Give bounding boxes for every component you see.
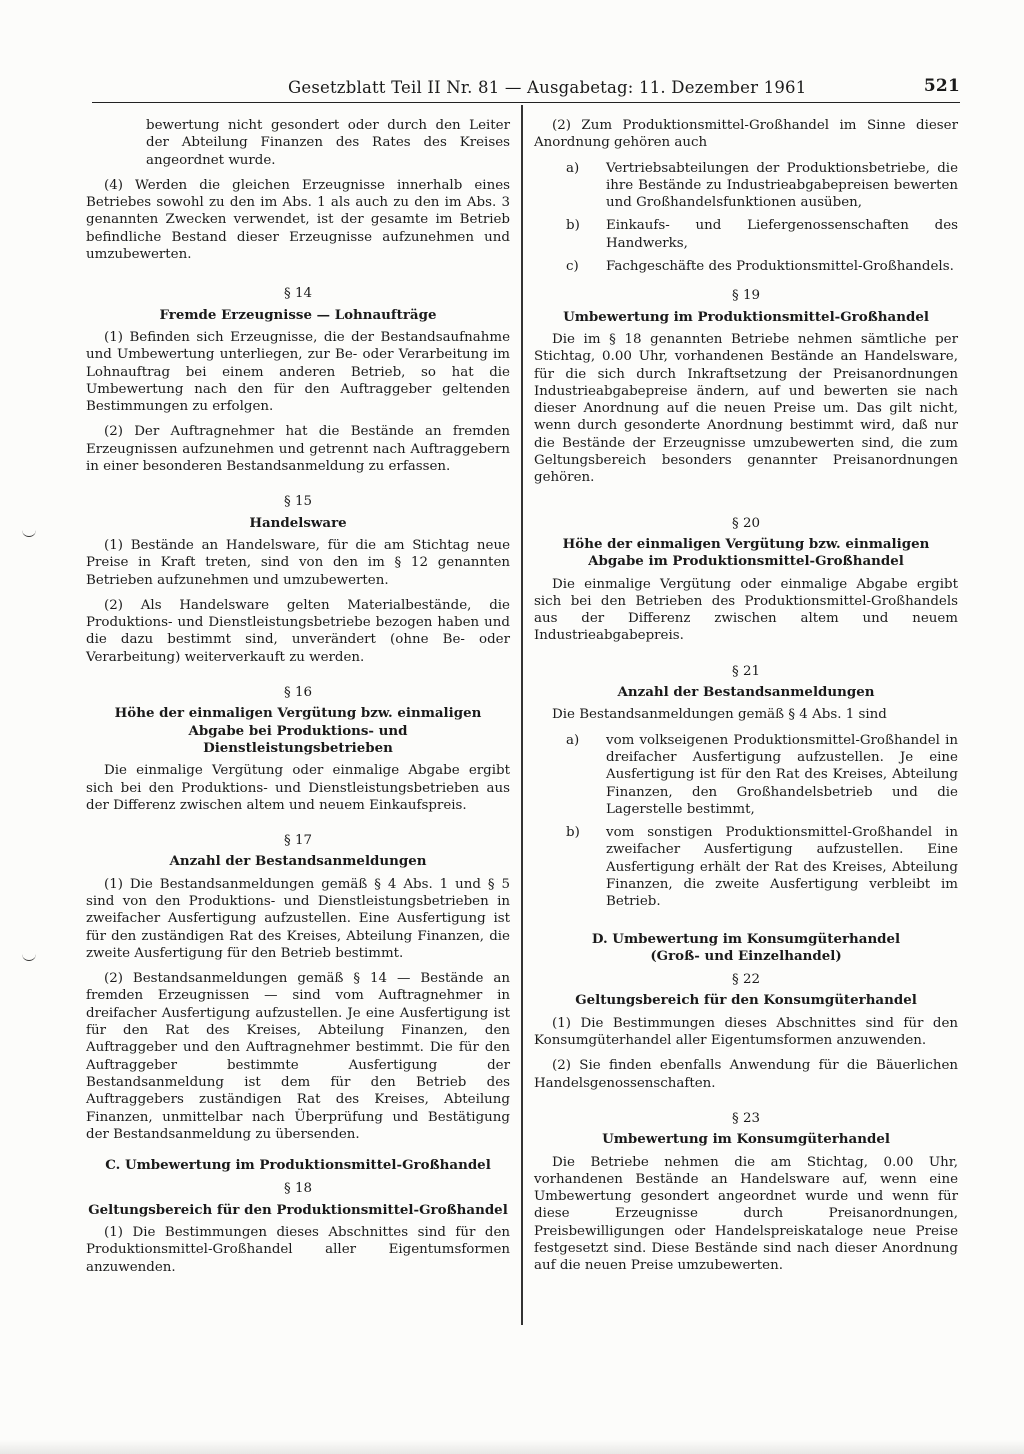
margin-mark [22, 952, 36, 961]
column-divider [521, 105, 523, 1325]
list-item [534, 217, 958, 252]
section-number: § 18 [284, 1181, 312, 1197]
list-item [534, 258, 958, 275]
list-item [534, 824, 958, 910]
page-header [92, 76, 960, 103]
right-column [534, 117, 958, 1283]
section-number: § 20 [732, 515, 760, 531]
paragraph: (2) Sie finden ebenfalls Anwendung für die Bäuerlichen Handelsgenossenschaften. [534, 1058, 958, 1091]
section-title: Umbewertung im Produktionsmittel-Großhandel [563, 308, 929, 325]
list-text: vom sonstigen Produktionsmittel-Großhandel in zweifacher Ausfertigung aufzustellen. Eine Ausfertigung erhält der Rat des Kreises, Abteilung Finanzen, die zweite Ausfertigung verbleibt im Betrieb. [606, 825, 958, 910]
section-number: § 17 [284, 833, 312, 849]
list-item [534, 732, 958, 818]
section-number: § 19 [732, 288, 760, 304]
list-label: b) [566, 218, 580, 234]
list-item [534, 160, 958, 212]
section-number: § 15 [284, 494, 312, 510]
paragraph: (1) Die Bestimmungen dieses Abschnittes sind für den Konsumgüterhandel aller Eigentumsformen anzuwenden. [534, 1015, 958, 1049]
section-title: Handelsware [249, 514, 347, 531]
section-number: § 21 [732, 663, 760, 679]
chapter-subheading: (Groß- und Einzelhandel) [650, 947, 842, 964]
list-label: c) [566, 259, 579, 275]
list-label: b) [566, 825, 580, 841]
section-number: § 14 [284, 286, 312, 302]
paragraph: (1) Bestände an Handelsware, für die am Stichtag neue Preise in Kraft treten, sind von den im § 12 genannten Betrieben aufzunehmen und umzubewerten. [86, 537, 510, 588]
section-title: Anzahl der Bestandsanmeldungen [617, 684, 875, 701]
section-title: Umbewertung im Konsumgüterhandel [602, 1131, 890, 1148]
paragraph: (2) Bestandsanmeldungen gemäß § 14 — Bestände an fremden Erzeugnissen — sind vom Auftragnehmer in dreifacher Ausfertigung aufzustellen. Je eine Ausfertigung ist für den Rat des Kreises, Abteilung Finanzen, den Auftraggeber und den Auftragnehmer bestimmt. Die für den Auftraggeber bestimmte Ausfertigung der Bestandsanmeldung ist dem für den Betrieb des Auftraggebers zuständigen Rat des Kreises, Abteilung Finanzen, unmittelbar nach Überprüfung und Bestätigung der Bestandsanmeldung zu übersenden. [86, 971, 510, 1142]
paragraph: (1) Befinden sich Erzeugnisse, die der Bestandsaufnahme und Umbewertung unterliegen, zur Be- oder Verarbeitung im Lohnauftrag bei einem anderen Betrieb, so hat die Umbewertung nach den für den Auftraggeber geltenden Bestimmungen zu erfolgen. [86, 329, 510, 415]
continued-paragraph: bewertung nicht gesondert oder durch den Leiter der Abteilung Finanzen des Rates des Kreises angeordnet wurde. [146, 118, 510, 168]
chapter-heading: D. Umbewertung im Konsumgüterhandel [591, 930, 901, 947]
paragraph: Die Bestandsanmeldungen gemäß § 4 Abs. 1 sind [552, 707, 887, 723]
paragraph: (4) Werden die gleichen Erzeugnisse innerhalb eines Betriebes sowohl zu den im Abs. 1 als auch zu den im Abs. 3 genannten Zwecken verwendet, ist der gesamte im Betrieb befindliche Bestand dieser Erzeugnisse aufzunehmen und umzubewerten. [86, 177, 510, 263]
list-text: Einkaufs- und Liefergenossenschaften des Handwerks, [606, 218, 958, 251]
paragraph: Die im § 18 genannten Betriebe nehmen sämtliche per Stichtag, 0.00 Uhr, vorhandenen Bestände an Handelsware, für die sich durch Inkraftsetzung der Preisanordnungen Industrieabgabepreise ändern, auf und bewerten sie nach dieser Anordnung auf die neuen Preise um. Das gilt nicht, wenn durch gesonderte Anordnung bestimmt wird, daß nur die Bestände der Erzeugnisse umzubewerten sind, die zum Geltungsbereich besonders genannter Preisanordnungen gehören. [534, 331, 958, 486]
page-number: 521 [923, 76, 960, 96]
section-title: Höhe der einmaligen Vergütung bzw. einmaligen Abgabe im Produktionsmittel-Großhandel [562, 535, 930, 570]
margin-mark [22, 528, 36, 537]
section-title: Fremde Erzeugnisse — Lohnaufträge [159, 306, 437, 323]
section-title: Geltungsbereich für den Produktionsmittel-Großhandel [88, 1201, 508, 1218]
list-text: vom volkseigenen Produktionsmittel-Großhandel in dreifacher Ausfertigung aufzustellen. Je eine Ausfertigung ist für den Rat des Kreises, Abteilung Finanzen, den Großhandelsbetrieb und die Lagerstelle bestimmt, [606, 732, 958, 817]
page-bottom-edge [0, 1440, 1024, 1454]
gazette-header-title: Gesetzblatt Teil II Nr. 81 — Ausgabetag: 11. Dezember 1961 [288, 78, 807, 97]
paragraph: (2) Der Auftragnehmer hat die Bestände an fremden Erzeugnissen aufzunehmen und getrennt nach Auftraggebern in einer besonderen Bestandsanmeldung zu erfassen. [86, 424, 510, 475]
section-title: Höhe der einmaligen Vergütung bzw. einmaligen Abgabe bei Produktions- und Dienstleistungsbetrieben [114, 705, 482, 756]
list-label: a) [566, 732, 580, 748]
paragraph: Die einmalige Vergütung oder einmalige Abgabe ergibt sich bei den Betrieben des Produktionsmittel-Großhandels aus der Differenz zwischen altem und neuem Industrieabgabepreis. [534, 576, 958, 644]
section-number: § 23 [732, 1110, 760, 1126]
chapter-heading: C. Umbewertung im Produktionsmittel-Großhandel [105, 1157, 491, 1174]
list-text: Vertriebsabteilungen der Produktionsbetriebe, die ihre Bestände zu Industrieabgabepreisen bewerten und Großhandelsfunktionen ausüben, [606, 160, 958, 211]
paragraph: (1) Die Bestandsanmeldungen gemäß § 4 Abs. 1 und § 5 sind von den Produktions- und Dienstleistungsbetrieben in zweifacher Ausfertigung aufzustellen. Eine Ausfertigung ist für den zuständigen Rat des Kreises, Abteilung Finanzen, die zweite Ausfertigung für den Betrieb bestimmt. [86, 876, 510, 961]
section-number: § 16 [284, 685, 312, 701]
paragraph: (2) Zum Produktionsmittel-Großhandel im Sinne dieser Anordnung gehören auch [534, 118, 958, 151]
section-title: Anzahl der Bestandsanmeldungen [169, 853, 427, 870]
section-title: Geltungsbereich für den Konsumgüterhandel [575, 992, 917, 1009]
paragraph: Die Betriebe nehmen die am Stichtag, 0.00 Uhr, vorhandenen Bestände an Handelsware auf, wenn eine Umbewertung gesondert angeordnet wurde und wenn für diese Erzeugnisse durch Preisanordnungen, Preisbewilligungen oder Handelspreiskataloge neue Preise festgesetzt sind. Diese Bestände sind nach dieser Anordnung auf die neuen Preise umzubewerten. [534, 1154, 958, 1274]
section-number: § 22 [732, 972, 760, 988]
list-label: a) [566, 160, 580, 176]
paragraph: (1) Die Bestimmungen dieses Abschnittes sind für den Produktionsmittel-Großhandel aller Eigentumsformen anzuwenden. [86, 1225, 510, 1275]
paragraph: (2) Als Handelsware gelten Materialbestände, die Produktions- und Dienstleistungsbetriebe bezogen haben und die dazu bestimmt sind, unverändert (ohne Be- oder Verarbeitung) weiterverkauft zu werden. [86, 597, 510, 665]
left-column [86, 117, 510, 1284]
list-text: Fachgeschäfte des Produktionsmittel-Großhandels. [606, 259, 954, 275]
paragraph: Die einmalige Vergütung oder einmalige Abgabe ergibt sich bei den Produktions- und Dienstleistungsbetrieben aus der Differenz zwischen altem und neuem Einkaufspreis. [86, 763, 510, 813]
